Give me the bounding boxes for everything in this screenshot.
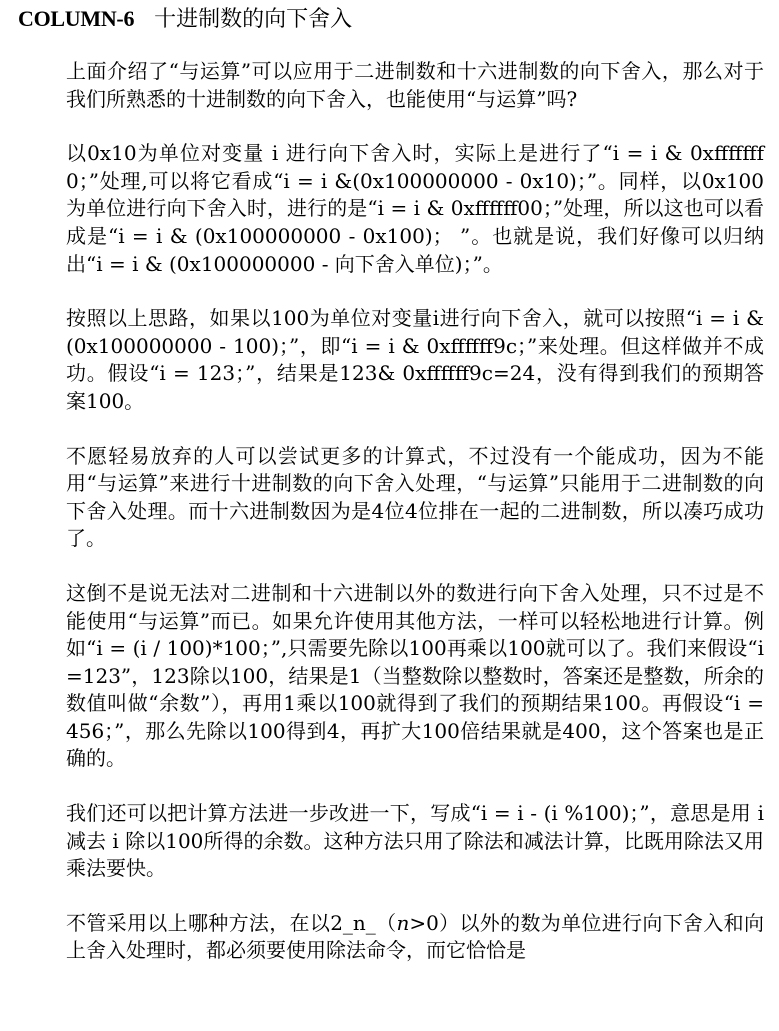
paragraph-7-text-end: >0）以外的数为单位进行向下舍入和向上舍入处理时，都必须要使用除法命令，而它恰恰是 <box>66 910 764 963</box>
paragraph-5: 这倒不是说无法对二进制和十六进制以外的数进行向下舍入处理，只不过是不能使用“与运算”而已。如果允许使用其他方法，一样可以轻松地进行计算。例如“i = (i / 100)*100；”,只需要先除以100再乘以100就可以了。我们来假设“i=123”，123除以100，结果是1（当整数除以整数时，答案还是整数，所余的数值叫做“余数”），再用1乘以100就得到了我们的预期结果100。再假设“i = 456；”，那么先除以100得到4，再扩大100倍结果就是400，这个答案也是正确的。 <box>66 580 764 771</box>
column-label: COLUMN-6 <box>18 6 135 31</box>
paragraph-3: 按照以上思路，如果以100为单位对变量i进行向下舍入，就可以按照“i = i & (0x100000000 - 100)；”，即“i = i & 0xffffff9c；”来处理。但这样做并不成功。假设“i = 123；”，结果是123& 0xffffff9c=24，没有得到我们的预期答案100。 <box>66 306 764 413</box>
column-heading <box>18 6 352 33</box>
paragraph-1: 上面介绍了“与运算”可以应用于二进制数和十六进制数的向下舍入，那么对于我们所熟悉的十进制数的向下舍入，也能使用“与运算”吗? <box>66 59 764 111</box>
column-title: 十进制数的向下舍入 <box>154 7 353 32</box>
paragraph-7 <box>66 910 764 965</box>
paragraph-4: 不愿轻易放弃的人可以尝试更多的计算式，不过没有一个能成功，因为不能用“与运算”来进行十进制数的向下舍入处理，“与运算”只能用于二进制数的向下舍入处理。而十六进制数因为是4位4位排在一起的二进制数，所以凑巧成功了。 <box>66 443 764 551</box>
paragraph-7-italic-n: n <box>396 910 410 935</box>
paragraph-7-text-start: 不管采用以上哪种方法，在以2_n_（ <box>66 910 397 935</box>
paragraph-6: 我们还可以把计算方法进一步改进一下，写成“i = i - (i %100)；”，意思是用 i 减去 i 除以100所得的余数。这种方法只用了除法和减法计算，比既用除法又用乘法要快。 <box>66 801 764 881</box>
column-body <box>66 58 764 992</box>
paragraph-2: 以0x10为单位对变量 i 进行向下舍入时，实际上是进行了“i = i & 0xfffffff0；”处理,可以将它看成“i = i &(0x100000000 - 0x10)；”。同样，以0x100为单位进行向下舍入时，进行的是“i = i & 0xffffff00；”处理，所以这也可以看成是“i = i & (0x100000000 - 0x100)； ”。也就是说，我们好像可以归纳出“i = i & (0x100000000 - 向下舍入单位)；”。 <box>66 141 764 276</box>
